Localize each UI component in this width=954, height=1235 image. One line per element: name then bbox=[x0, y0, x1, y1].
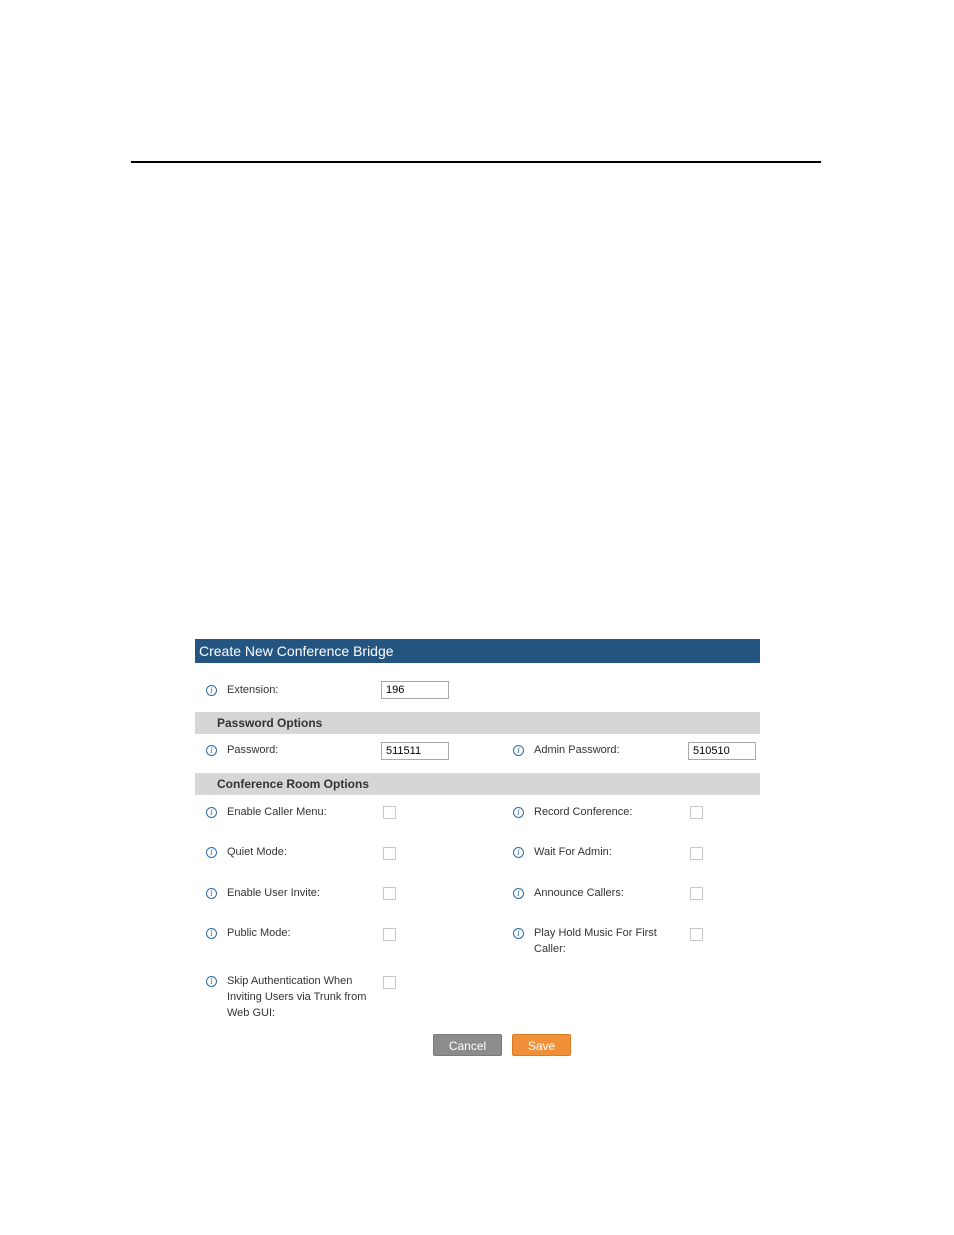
page-divider bbox=[131, 161, 821, 163]
admin-password-label: Admin Password: bbox=[534, 744, 620, 756]
enable-user-invite-label: Enable User Invite: bbox=[227, 887, 320, 899]
play-hold-music-checkbox[interactable] bbox=[690, 928, 703, 941]
info-icon[interactable]: i bbox=[513, 807, 524, 818]
save-button[interactable]: Save bbox=[512, 1034, 571, 1056]
skip-authentication-label: Skip Authentication When Inviting Users via Trunk from Web GUI: bbox=[227, 975, 367, 1019]
info-icon[interactable]: i bbox=[513, 745, 524, 756]
public-mode-label: Public Mode: bbox=[227, 927, 291, 939]
enable-caller-menu-label: Enable Caller Menu: bbox=[227, 806, 327, 818]
info-icon[interactable]: i bbox=[206, 976, 217, 987]
quiet-mode-label: Quiet Mode: bbox=[227, 846, 287, 858]
info-icon[interactable]: i bbox=[206, 928, 217, 939]
password-options-section: Password Options bbox=[195, 712, 760, 734]
cancel-button[interactable]: Cancel bbox=[433, 1034, 502, 1056]
announce-callers-checkbox[interactable] bbox=[690, 887, 703, 900]
info-icon[interactable]: i bbox=[206, 685, 217, 696]
info-icon[interactable]: i bbox=[206, 888, 217, 899]
password-label: Password: bbox=[227, 744, 279, 756]
public-mode-checkbox[interactable] bbox=[383, 928, 396, 941]
create-conference-dialog bbox=[195, 639, 760, 1069]
wait-for-admin-checkbox[interactable] bbox=[690, 847, 703, 860]
dialog-title: Create New Conference Bridge bbox=[195, 639, 760, 663]
extension-input[interactable] bbox=[381, 681, 449, 699]
extension-label: Extension: bbox=[227, 684, 279, 696]
enable-user-invite-checkbox[interactable] bbox=[383, 887, 396, 900]
enable-caller-menu-checkbox[interactable] bbox=[383, 806, 396, 819]
skip-authentication-checkbox[interactable] bbox=[383, 976, 396, 989]
password-input[interactable] bbox=[381, 742, 449, 760]
record-conference-label: Record Conference: bbox=[534, 806, 633, 818]
info-icon[interactable]: i bbox=[513, 928, 524, 939]
quiet-mode-checkbox[interactable] bbox=[383, 847, 396, 860]
info-icon[interactable]: i bbox=[206, 847, 217, 858]
info-icon[interactable]: i bbox=[206, 745, 217, 756]
wait-for-admin-label: Wait For Admin: bbox=[534, 846, 612, 858]
info-icon[interactable]: i bbox=[206, 807, 217, 818]
play-hold-music-label: Play Hold Music For First Caller: bbox=[534, 927, 657, 955]
conference-room-options-section: Conference Room Options bbox=[195, 773, 760, 795]
info-icon[interactable]: i bbox=[513, 847, 524, 858]
admin-password-input[interactable] bbox=[688, 742, 756, 760]
info-icon[interactable]: i bbox=[513, 888, 524, 899]
record-conference-checkbox[interactable] bbox=[690, 806, 703, 819]
announce-callers-label: Announce Callers: bbox=[534, 887, 624, 899]
